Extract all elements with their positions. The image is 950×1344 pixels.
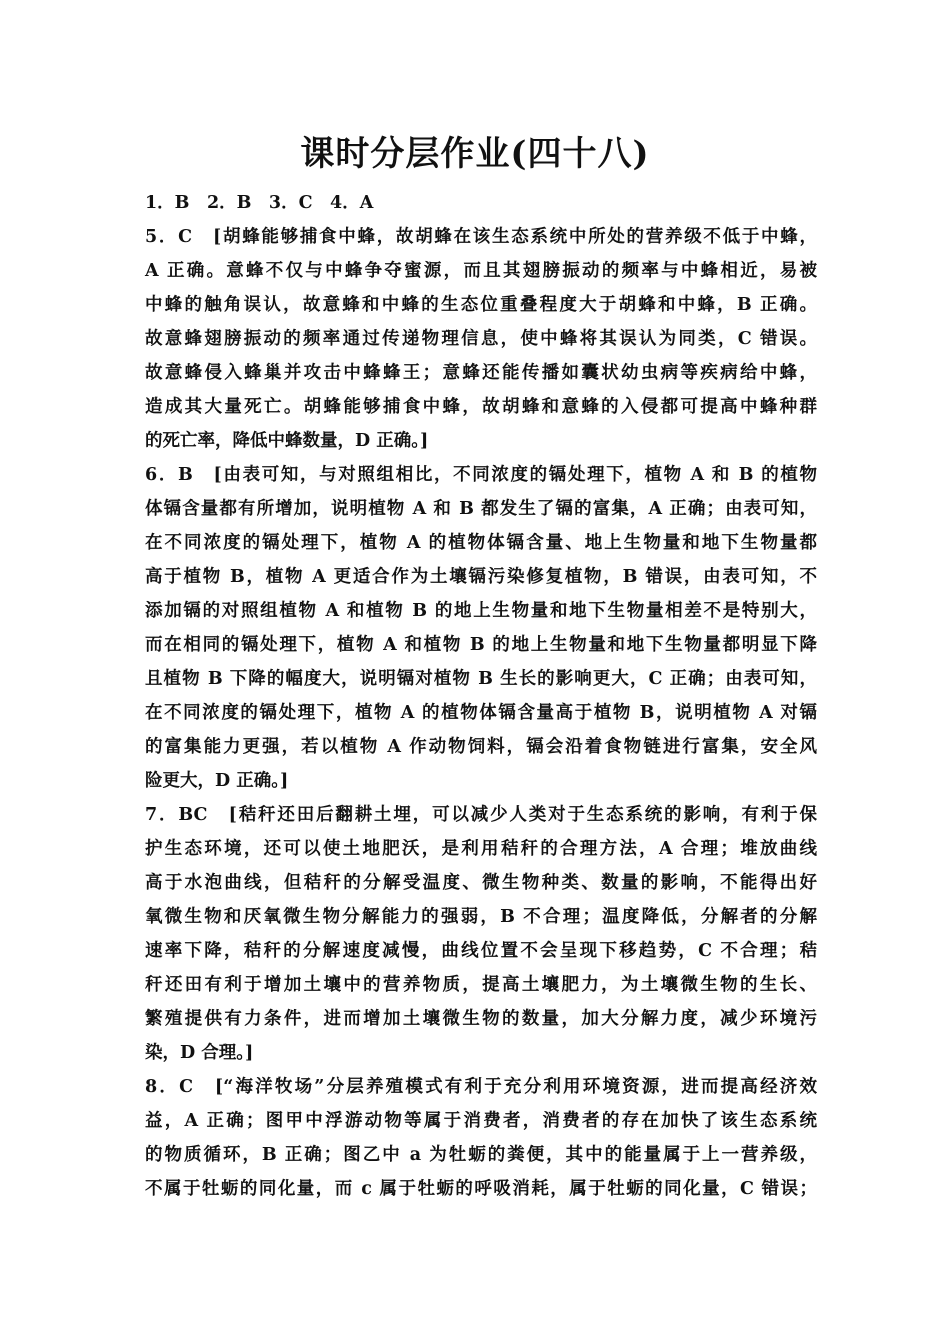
answer-line: 秆还田有利于增加土壤中的营养物质，提高土壤肥力，为土壤微生物的生长、 [145,975,817,995]
answer-line: 不属于牡蛎的同化量，而 c 属于牡蛎的呼吸消耗，属于牡蛎的同化量，C 错误； [145,1179,817,1199]
answer-line: 染，D 合理。] [145,1043,254,1063]
answer-line: 体镉含量都有所增加，说明植物 A 和 B 都发生了镉的富集，A 正确；由表可知， [145,499,817,519]
answer-line: 6．B [由表可知，与对照组相比，不同浓度的镉处理下，植物 A 和 B 的植物 [145,465,817,485]
answer-line: 而在相同的镉处理下，植物 A 和植物 B 的地上生物量和地下生物量都明显下降 [145,635,817,655]
answer-line: 添加镉的对照组植物 A 和植物 B 的地上生物量和地下生物量相差不是特别大， [145,601,817,621]
answer-line: 故意蜂翅膀振动的频率通过传递物理信息，使中蜂将其误认为同类，C 错误。 [145,329,817,349]
answer-line: 7．BC [秸秆还田后翻耕土埋，可以减少人类对于生态系统的影响，有利于保 [145,805,817,825]
answer-line: 中蜂的触角误认，故意蜂和中蜂的生态位重叠程度大于胡蜂和中蜂，B 正确。 [145,295,817,315]
answer-line: 的死亡率，降低中蜂数量，D 正确。] [145,431,429,451]
answer-body [145,186,817,1206]
answer-line: 1．B 2．B 3．C 4．A [145,193,374,213]
answer-line: 氧微生物和厌氧微生物分解能力的强弱，B 不合理；温度降低，分解者的分解 [145,907,817,927]
answer-line: 在不同浓度的镉处理下，植物 A 的植物体镉含量、地上生物量和地下生物量都 [145,533,817,553]
answer-line: 高于水泡曲线，但秸秆的分解受温度、微生物种类、数量的影响，不能得出好 [145,873,817,893]
answer-line: 益，A 正确；图甲中浮游动物等属于消费者，消费者的存在加快了该生态系统 [145,1111,817,1131]
answer-line: 高于植物 B，植物 A 更适合作为土壤镉污染修复植物，B 错误，由表可知，不 [145,567,817,587]
answer-line: 护生态环境，还可以使土地肥沃，是利用秸秆的合理方法，A 合理；堆放曲线 [145,839,817,859]
answer-line: 5．C [胡蜂能够捕食中蜂，故胡蜂在该生态系统中所处的营养级不低于中蜂， [145,227,817,247]
answer-line: 速率下降，秸秆的分解速度减慢，曲线位置不会呈现下移趋势，C 不合理；秸 [145,941,817,961]
answer-line: 繁殖提供有力条件，进而增加土壤微生物的数量，加大分解力度，减少环境污 [145,1009,817,1029]
answer-line: 造成其大量死亡。胡蜂能够捕食中蜂，故胡蜂和意蜂的入侵都可提高中蜂种群 [145,397,817,417]
answer-line: 的物质循环，B 正确；图乙中 a 为牡蛎的粪便，其中的能量属于上一营养级， [145,1145,817,1165]
answer-line: 且植物 B 下降的幅度大，说明镉对植物 B 生长的影响更大，C 正确；由表可知， [145,669,817,689]
page-title: 课时分层作业(四十八) [300,134,650,174]
answer-line: 险更大，D 正确。] [145,771,289,791]
answer-line: A 正确。意蜂不仅与中蜂争夺蜜源，而且其翅膀振动的频率与中蜂相近，易被 [145,261,817,281]
answer-line: 的富集能力更强，若以植物 A 作动物饲料，镉会沿着食物链进行富集，安全风 [145,737,817,757]
answer-line: 8．C [“海洋牧场”分层养殖模式有利于充分利用环境资源，进而提高经济效 [145,1077,817,1097]
answer-line: 故意蜂侵入蜂巢并攻击中蜂蜂王；意蜂还能传播如囊状幼虫病等疾病给中蜂， [145,363,817,383]
answer-line: 在不同浓度的镉处理下，植物 A 的植物体镉含量高于植物 B，说明植物 A 对镉 [145,703,817,723]
